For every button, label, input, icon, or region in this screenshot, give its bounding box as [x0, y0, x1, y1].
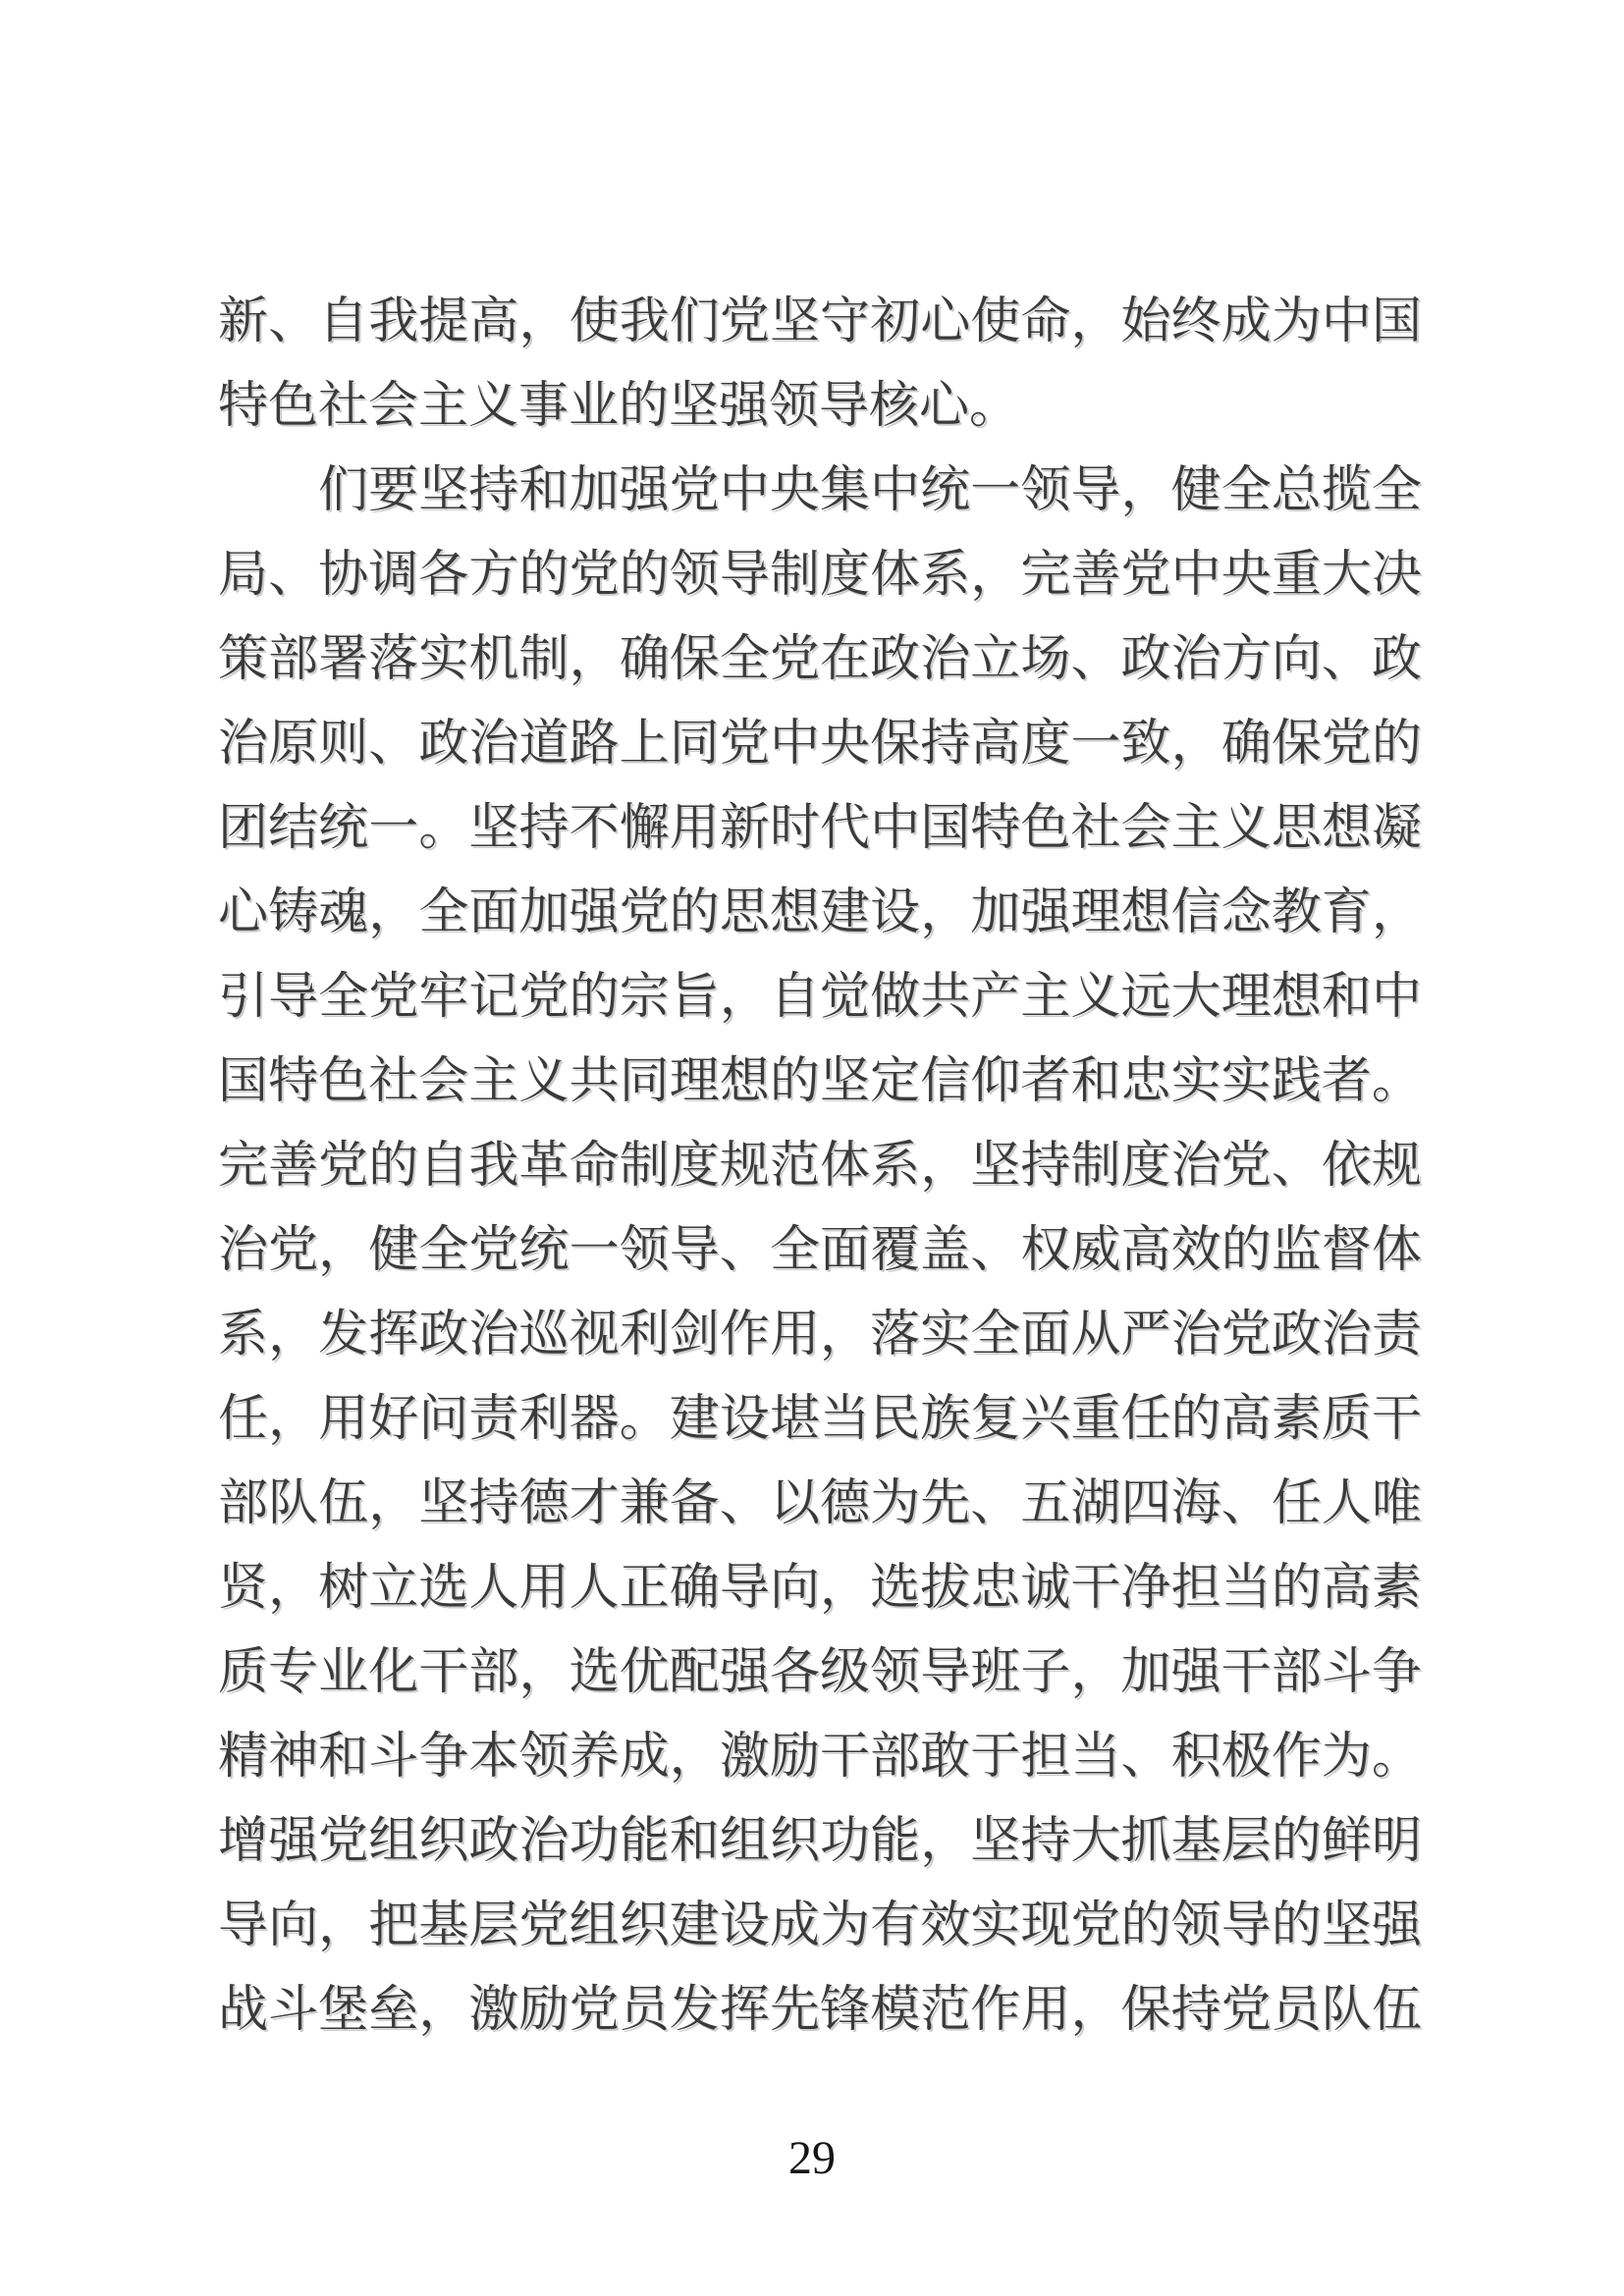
text-line: 治党，健全党统一领导、全面覆盖、权威高效的监督体 — [218, 1221, 1422, 1279]
text-line: 们要坚持和加强党中央集中统一领导，健全总揽全 — [318, 461, 1422, 519]
text-line: 贤，树立选人用人正确导向，选拔忠诚干净担当的高素 — [218, 1559, 1422, 1617]
text-line: 治原则、政治道路上同党中央保持高度一致，确保党的 — [218, 715, 1422, 773]
text-line: 战斗堡垒，激励党员发挥先锋模范作用，保持党员队伍 — [218, 1981, 1422, 2039]
text-line: 新、自我提高，使我们党坚守初心使命，始终成为中国 — [218, 293, 1422, 350]
text-line: 心铸魂，全面加强党的思想建设，加强理想信念教育， — [218, 883, 1422, 941]
text-line: 局、协调各方的党的领导制度体系，完善党中央重大决 — [218, 546, 1422, 604]
page-number: 29 — [788, 2132, 836, 2184]
text-line: 导向，把基层党组织建设成为有效实现党的领导的坚强 — [218, 1896, 1422, 1954]
text-line: 部队伍，坚持德才兼备、以德为先、五湖四海、任人唯 — [218, 1474, 1422, 1532]
text-line: 团结统一。坚持不懈用新时代中国特色社会主义思想凝 — [218, 799, 1422, 857]
text-line: 国特色社会主义共同理想的坚定信仰者和忠实实践者。 — [218, 1052, 1422, 1110]
text-line: 特色社会主义事业的坚强领导核心。 — [218, 377, 1020, 435]
text-line: 系，发挥政治巡视利剑作用，落实全面从严治党政治责 — [218, 1306, 1422, 1363]
text-line: 任，用好问责利器。建设堪当民族复兴重任的高素质干 — [218, 1390, 1422, 1448]
text-line: 引导全党牢记党的宗旨，自觉做共产主义远大理想和中 — [218, 968, 1422, 1026]
text-line: 策部署落实机制，确保全党在政治立场、政治方向、政 — [218, 630, 1422, 688]
text-line: 增强党组织政治功能和组织功能，坚持大抓基层的鲜明 — [218, 1812, 1422, 1870]
text-line: 完善党的自我革命制度规范体系，坚持制度治党、依规 — [218, 1137, 1422, 1195]
text-block — [218, 280, 1422, 2053]
text-line: 精神和斗争本领养成，激励干部敢于担当、积极作为。 — [218, 1728, 1422, 1786]
text-line: 质专业化干部，选优配强各级领导班子，加强干部斗争 — [218, 1643, 1422, 1701]
